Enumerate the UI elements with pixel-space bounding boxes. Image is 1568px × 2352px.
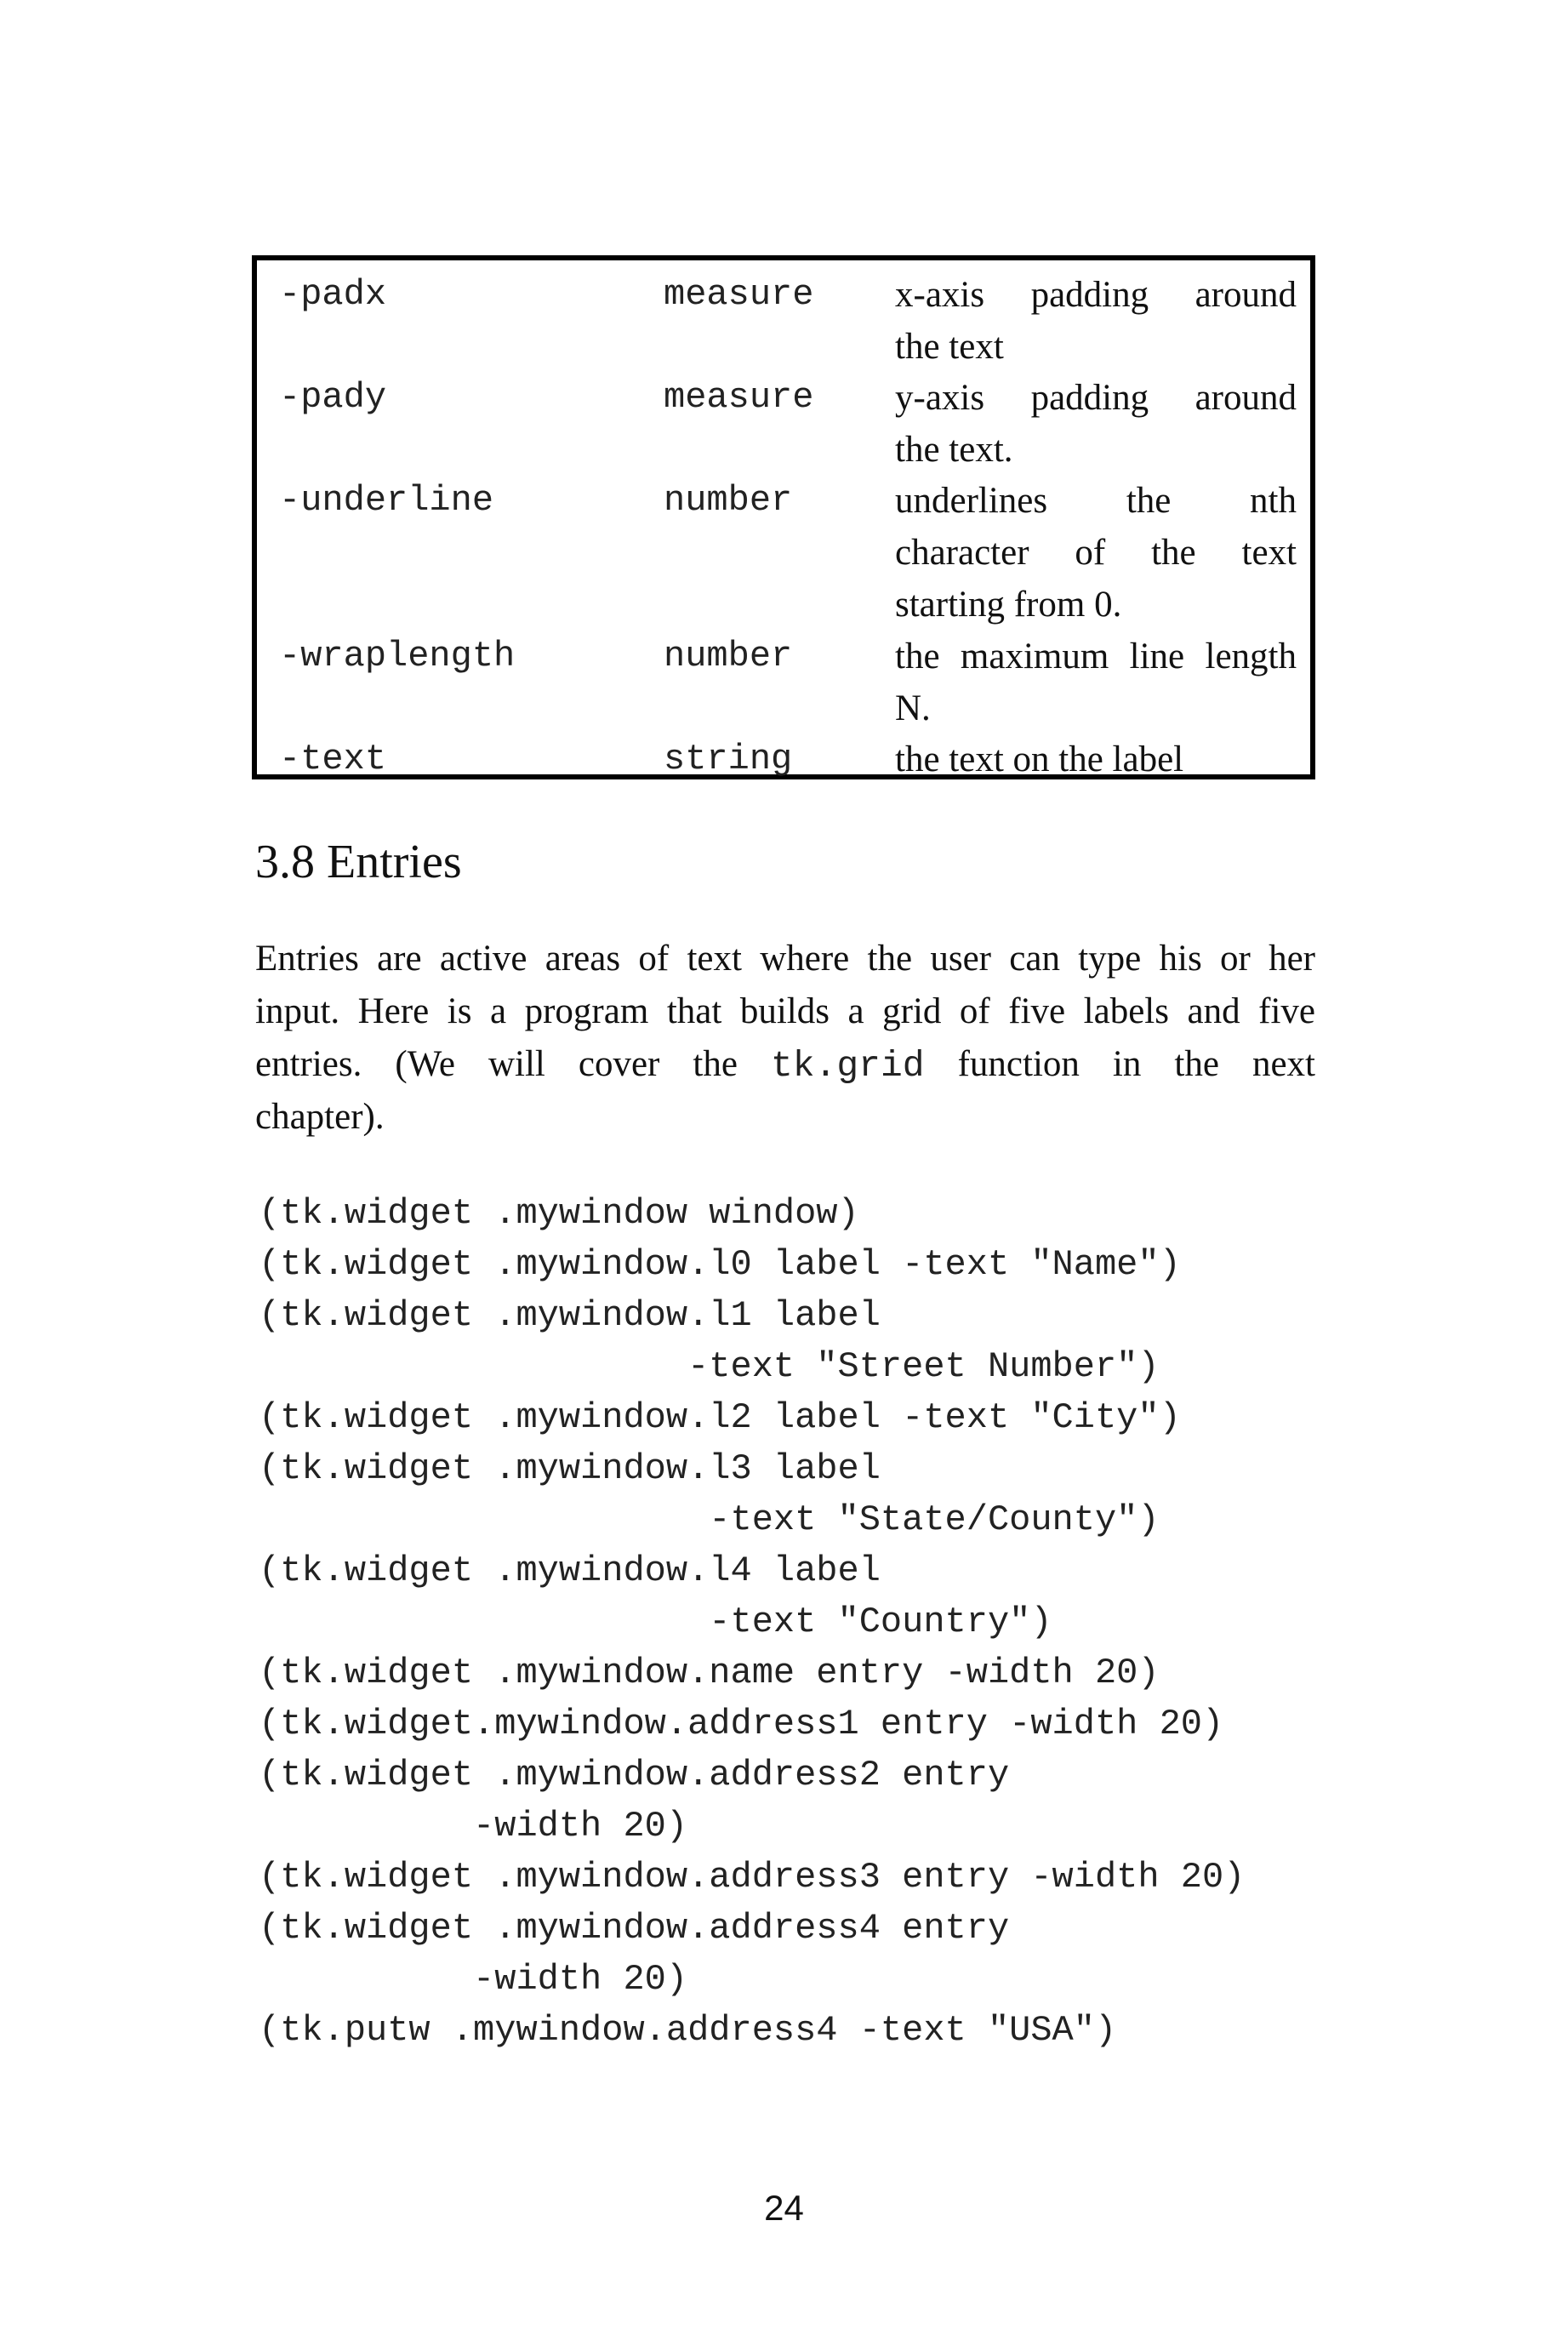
code-line: -text "State/County") [259, 1499, 1160, 1540]
option-name: -padx [279, 274, 387, 315]
paragraph-line: Entries are active areas of text where the user can type his or her [255, 939, 1315, 979]
option-description-line: starting from 0. [895, 585, 1122, 625]
option-description-line: N. [895, 688, 931, 728]
code-line: (tk.widget .mywindow.address3 entry -width 20) [259, 1857, 1246, 1898]
option-description-line: the text on the label [895, 739, 1184, 779]
code-line: (tk.widget .mywindow.l1 label [259, 1295, 881, 1336]
option-name: -text [279, 739, 387, 779]
option-description [895, 269, 1297, 373]
code-line: -width 20) [259, 1806, 688, 1847]
option-type: number [664, 480, 793, 521]
section-heading: 3.8 Entries [255, 836, 462, 888]
code-line: (tk.widget .mywindow window) [259, 1193, 859, 1234]
option-description-line: the text. [895, 430, 1013, 470]
code-line: (tk.widget.mywindow.address1 entry -width 20) [259, 1704, 1224, 1744]
option-type: measure [664, 377, 814, 418]
options-table [252, 255, 1315, 779]
paragraph-line: chapter). [255, 1097, 385, 1137]
code-line: (tk.putw .mywindow.address4 -text "USA") [259, 2010, 1117, 2051]
option-description [895, 631, 1297, 734]
code-line: (tk.widget .mywindow.l2 label -text "City") [259, 1397, 1181, 1438]
option-type: number [664, 636, 793, 676]
code-line: (tk.widget .mywindow.address2 entry [259, 1755, 1010, 1795]
option-description [895, 372, 1297, 476]
option-name: -underline [279, 480, 494, 521]
option-description-line: x-axis padding around [895, 275, 1297, 315]
option-description [895, 734, 1297, 785]
code-line: (tk.widget .mywindow.l3 label [259, 1448, 881, 1489]
option-description-line: the text [895, 327, 1004, 367]
option-description-line: y-axis padding around [895, 378, 1297, 418]
code-line: -text "Street Number") [259, 1346, 1160, 1387]
code-line: (tk.widget .mywindow.address4 entry [259, 1908, 1010, 1949]
code-block [259, 1188, 1245, 2056]
paragraph-text: entries. (We will cover the [255, 1044, 771, 1084]
option-description-line: character of the text [895, 533, 1297, 573]
option-description-line: underlines the nth [895, 481, 1297, 521]
option-name: -pady [279, 377, 387, 418]
option-type: measure [664, 274, 814, 315]
code-line: (tk.widget .mywindow.l4 label [259, 1550, 881, 1591]
body-paragraph [255, 933, 1315, 1144]
option-description-line: the maximum line length [895, 637, 1297, 676]
option-type: string [664, 739, 793, 779]
code-line: -text "Country") [259, 1601, 1052, 1642]
paragraph-text: function in the next [924, 1044, 1315, 1084]
page-number: 24 [764, 2188, 804, 2228]
code-line: (tk.widget .mywindow.l0 label -text "Name") [259, 1244, 1181, 1285]
inline-code: tk.grid [770, 1045, 925, 1087]
option-name: -wraplength [279, 636, 516, 676]
code-line: -width 20) [259, 1959, 688, 2000]
paragraph-line: input. Here is a program that builds a grid of five labels and five [255, 991, 1315, 1031]
paragraph-line [255, 1038, 1315, 1091]
code-line: (tk.widget .mywindow.name entry -width 20) [259, 1653, 1160, 1693]
option-description [895, 475, 1297, 631]
